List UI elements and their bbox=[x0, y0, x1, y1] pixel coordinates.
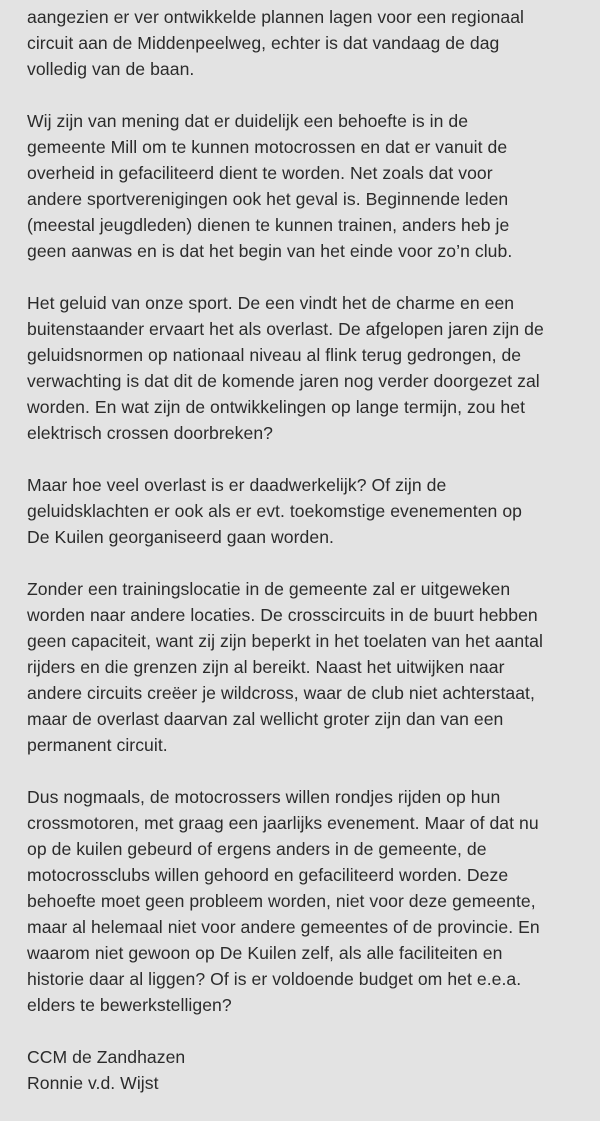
paragraph-line: andere circuits creëer je wildcross, waar de club niet achterstaat, bbox=[27, 683, 535, 703]
paragraph-line: De Kuilen georganiseerd gaan worden. bbox=[27, 527, 334, 547]
paragraph-line: aangezien er ver ontwikkelde plannen lagen voor een regionaal bbox=[27, 7, 524, 27]
signature-block bbox=[27, 1044, 582, 1096]
paragraph-line: Maar hoe veel overlast is er daadwerkelijk? Of zijn de bbox=[27, 475, 447, 495]
paragraph-line: motocrossclubs willen gehoord en gefaciliteerd worden. Deze bbox=[27, 865, 509, 885]
paragraph-line: maar de overlast daarvan zal wellicht groter zijn dan van een bbox=[27, 709, 504, 729]
paragraph-line: behoefte moet geen probleem worden, niet voor deze gemeente, bbox=[27, 891, 536, 911]
paragraph-line: Dus nogmaals, de motocrossers willen rondjes rijden op hun bbox=[27, 787, 501, 807]
paragraph-line: circuit aan de Middenpeelweg, echter is dat vandaag de dag bbox=[27, 33, 500, 53]
paragraph-line: elektrisch crossen doorbreken? bbox=[27, 423, 273, 443]
paragraph-line: geluidsnormen op nationaal niveau al flink terug gedrongen, de bbox=[27, 345, 522, 365]
paragraph-line: crossmotoren, met graag een jaarlijks evenement. Maar of dat nu bbox=[27, 813, 539, 833]
paragraph-line: waarom niet gewoon op De Kuilen zelf, als alle faciliteiten en bbox=[27, 943, 503, 963]
paragraph-line: Wij zijn van mening dat er duidelijk een behoefte is in de bbox=[27, 111, 469, 131]
paragraph-line: verwachting is dat dit de komende jaren nog verder doorgezet zal bbox=[27, 371, 540, 391]
paragraph-line: worden naar andere locaties. De crosscircuits in de buurt hebben bbox=[27, 605, 538, 625]
paragraph-line: rijders en die grenzen zijn al bereikt. Naast het uitwijken naar bbox=[27, 657, 505, 677]
letter-paragraph bbox=[27, 4, 582, 82]
letter-paragraph bbox=[27, 784, 582, 1018]
signature-name: Ronnie v.d. Wijst bbox=[27, 1073, 159, 1093]
letter-paragraph bbox=[27, 472, 582, 550]
paragraph-line: gemeente Mill om te kunnen motocrossen en dat er vanuit de bbox=[27, 137, 508, 157]
paragraph-line: geen capaciteit, want zij zijn beperkt in het toelaten van het aantal bbox=[27, 631, 543, 651]
paragraph-line: permanent circuit. bbox=[27, 735, 168, 755]
paragraph-line: elders te bewerkstelligen? bbox=[27, 995, 232, 1015]
paragraph-line: volledig van de baan. bbox=[27, 59, 195, 79]
paragraph-line: Zonder een trainingslocatie in de gemeente zal er uitgeweken bbox=[27, 579, 511, 599]
paragraph-line: buitenstaander ervaart het als overlast. De afgelopen jaren zijn de bbox=[27, 319, 544, 339]
paragraph-line: overheid in gefaciliteerd dient te worden. Net zoals dat voor bbox=[27, 163, 493, 183]
paragraph-line: op de kuilen gebeurd of ergens anders in de gemeente, de bbox=[27, 839, 487, 859]
signature-organization: CCM de Zandhazen bbox=[27, 1047, 186, 1067]
paragraph-line: historie daar al liggen? Of is er voldoende budget om het e.e.a. bbox=[27, 969, 522, 989]
paragraph-line: (meestal jeugdleden) dienen te kunnen trainen, anders heb je bbox=[27, 215, 510, 235]
paragraph-line: Het geluid van onze sport. De een vindt het de charme en een bbox=[27, 293, 515, 313]
paragraph-line: geen aanwas en is dat het begin van het einde voor zo’n club. bbox=[27, 241, 513, 261]
letter-body bbox=[27, 4, 582, 1018]
paragraph-line: maar al helemaal niet voor andere gemeentes of de provincie. En bbox=[27, 917, 540, 937]
paragraph-line: andere sportverenigingen ook het geval is. Beginnende leden bbox=[27, 189, 509, 209]
letter-paragraph bbox=[27, 290, 582, 446]
paragraph-line: geluidsklachten er ook als er evt. toekomstige evenementen op bbox=[27, 501, 522, 521]
paragraph-line: worden. En wat zijn de ontwikkelingen op lange termijn, zou het bbox=[27, 397, 526, 417]
letter-paragraph bbox=[27, 576, 582, 758]
letter-paragraph bbox=[27, 108, 582, 264]
